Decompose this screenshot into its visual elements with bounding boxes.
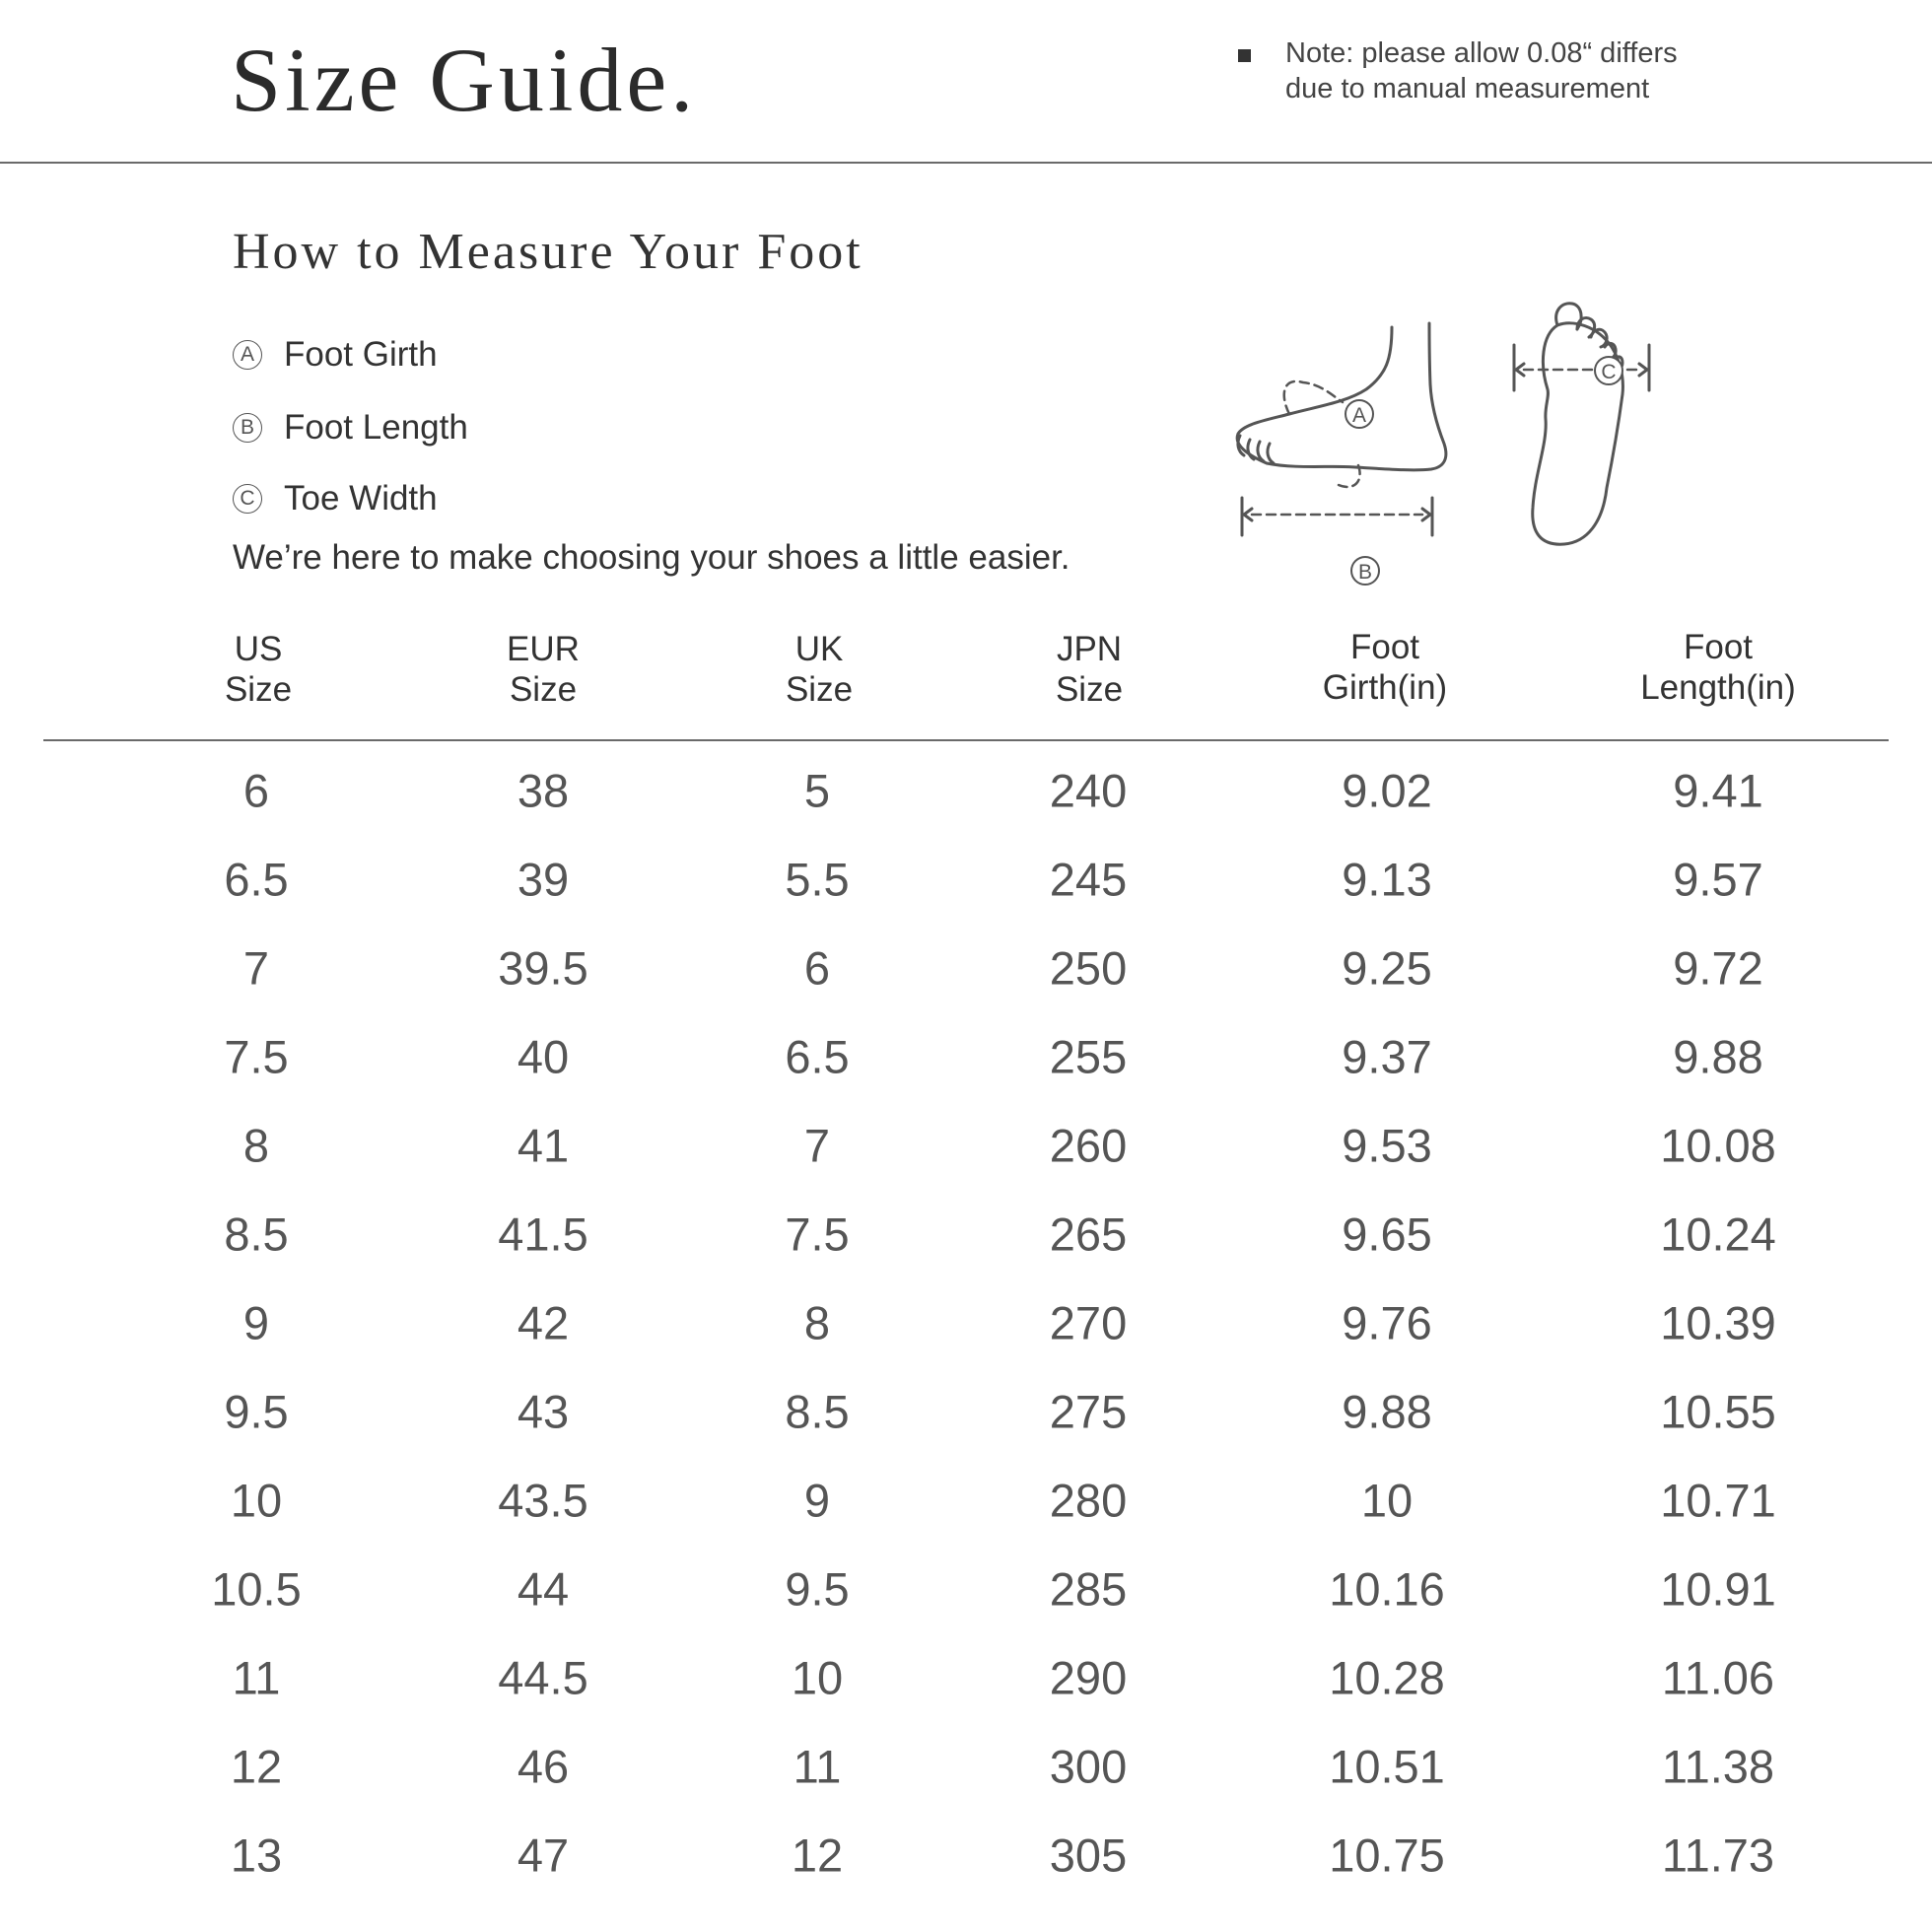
sole-foot-icon [1533,304,1623,544]
cell-uk: 7.5 [785,1208,850,1261]
cell-eur: 43.5 [498,1474,588,1527]
cell-girth: 9.37 [1342,1030,1432,1083]
cell-us: 8.5 [224,1208,289,1261]
cell-us: 7 [242,941,270,995]
cell-uk: 9 [803,1474,831,1527]
cell-jpn: 285 [1049,1562,1128,1616]
length-arrow-icon [1242,498,1432,535]
cell-girth: 9.65 [1342,1208,1432,1261]
col-header-jpn: JPN Size [1055,630,1124,709]
cell-length: 10.91 [1660,1562,1776,1616]
cell-girth: 9.13 [1342,853,1432,906]
cell-length: 11.38 [1661,1740,1775,1793]
measure-heading: How to Measure Your Foot [233,224,863,280]
cell-uk: 5.5 [785,853,850,906]
cell-us: 6.5 [224,853,289,906]
col-header-us: US Size [224,630,293,709]
cell-us: 11 [232,1651,281,1704]
cell-eur: 38 [517,764,570,817]
cell-eur: 41.5 [498,1208,588,1261]
cell-girth: 10.51 [1329,1740,1445,1793]
cell-eur: 40 [517,1030,570,1083]
cell-jpn: 240 [1049,764,1128,817]
header-divider [0,162,1932,164]
foot-measurement-diagram [1222,296,1686,601]
col-header-foot-length: Foot Length(in) [1640,628,1796,707]
cell-eur: 47 [517,1828,570,1882]
cell-us: 12 [230,1740,283,1793]
cell-length: 9.88 [1673,1030,1763,1083]
cell-uk: 6.5 [785,1030,850,1083]
cell-girth: 9.53 [1342,1119,1432,1172]
cell-eur: 39 [517,853,570,906]
cell-eur: 42 [517,1296,570,1349]
cell-uk: 8.5 [785,1385,850,1438]
cell-length: 10.55 [1660,1385,1776,1438]
cell-uk: 5 [803,764,831,817]
cell-jpn: 245 [1049,853,1128,906]
cell-girth: 9.88 [1342,1385,1432,1438]
cell-us: 7.5 [224,1030,289,1083]
cell-uk: 12 [791,1828,844,1882]
legend-label: Foot Girth [284,335,438,374]
note-line-2: due to manual measurement [1285,73,1650,104]
cell-jpn: 250 [1049,941,1128,995]
cell-eur: 44 [517,1562,570,1616]
cell-us: 9.5 [224,1385,289,1438]
cell-us: 10 [230,1474,283,1527]
cell-jpn: 305 [1049,1828,1128,1882]
col-header-foot-girth: Foot Girth(in) [1322,628,1448,707]
diagram-marker-a: A [1351,404,1367,427]
cell-eur: 46 [517,1740,570,1793]
page-title: Size Guide. [231,30,698,130]
legend-toe-width [233,479,438,518]
note-bullet-icon [1238,49,1251,62]
cell-length: 10.08 [1660,1119,1776,1172]
cell-girth: 9.76 [1342,1296,1432,1349]
cell-length: 10.24 [1660,1208,1776,1261]
cell-uk: 10 [791,1651,844,1704]
cell-jpn: 260 [1049,1119,1128,1172]
legend-label: Foot Length [284,408,468,447]
cell-uk: 6 [803,941,831,995]
legend-foot-length [233,408,468,448]
cell-us: 10.5 [211,1562,302,1616]
cell-uk: 9.5 [785,1562,850,1616]
measurement-note [1240,35,1778,106]
cell-eur: 43 [517,1385,570,1438]
cell-length: 10.71 [1660,1474,1776,1527]
cell-length: 9.41 [1673,764,1763,817]
cell-jpn: 255 [1049,1030,1128,1083]
col-header-uk: UK Size [785,630,854,709]
cell-jpn: 265 [1049,1208,1128,1261]
cell-girth: 10.16 [1329,1562,1445,1616]
cell-length: 11.73 [1661,1828,1775,1882]
cell-jpn: 280 [1049,1474,1128,1527]
cell-jpn: 275 [1049,1385,1128,1438]
cell-girth: 9.02 [1342,764,1432,817]
cell-uk: 7 [803,1119,831,1172]
cell-eur: 39.5 [498,941,588,995]
cell-length: 9.72 [1673,941,1763,995]
cell-girth: 10.28 [1329,1651,1445,1704]
cell-length: 9.57 [1673,853,1763,906]
marker-b-icon: B [233,413,262,443]
side-foot-icon [1237,323,1446,470]
cell-us: 13 [230,1828,283,1882]
cell-uk: 11 [793,1740,842,1793]
cell-girth: 9.25 [1342,941,1432,995]
cell-girth: 10.75 [1329,1828,1445,1882]
cell-uk: 8 [803,1296,831,1349]
cell-us: 6 [242,764,270,817]
cell-jpn: 270 [1049,1296,1128,1349]
legend-label: Toe Width [284,479,438,518]
cell-us: 9 [242,1296,270,1349]
marker-a-icon: A [233,340,262,370]
cell-eur: 41 [517,1119,570,1172]
cell-us: 8 [242,1119,270,1172]
diagram-marker-c: C [1601,361,1617,383]
note-line-1: Note: please allow 0.08“ differs [1285,37,1678,69]
marker-c-icon: C [233,484,262,514]
col-header-eur: EUR Size [507,630,580,709]
table-header-divider [43,739,1889,741]
cell-jpn: 290 [1049,1651,1128,1704]
legend-foot-girth [233,335,438,375]
tagline: We’re here to make choosing your shoes a little easier. [233,538,1070,577]
cell-length: 10.39 [1660,1296,1776,1349]
cell-jpn: 300 [1049,1740,1128,1793]
diagram-marker-b: B [1357,561,1373,584]
toe-width-arrow-icon [1514,345,1649,390]
cell-girth: 10 [1360,1474,1414,1527]
cell-eur: 44.5 [498,1651,588,1704]
cell-length: 11.06 [1661,1651,1775,1704]
